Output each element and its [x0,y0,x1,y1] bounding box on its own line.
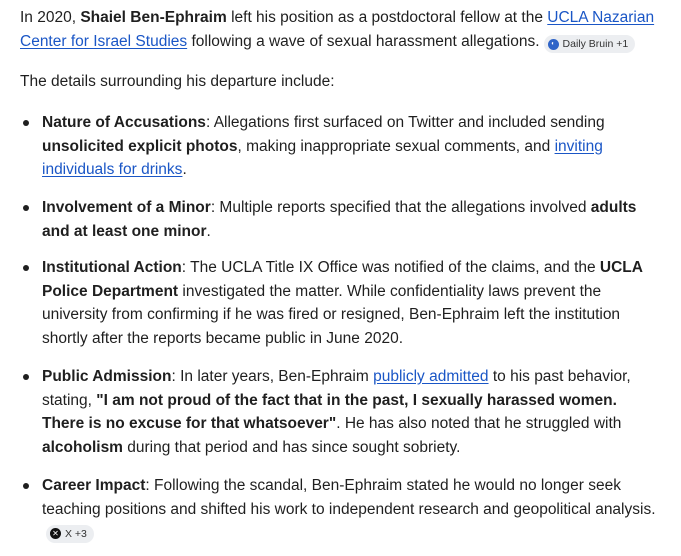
list-item-body: , making inappropriate sexual comments, and [237,137,555,155]
emphasis-text: alcoholism [42,438,123,456]
list-item-title: Involvement of a Minor [42,199,211,216]
intro-text: left his position as a postdoctoral fellow at the [226,9,548,26]
list-item-body: investigated the matter. While confidentiality laws prevent the university from confirming if he was fired or resigned, Ben-Ephraim left the institution shortly after the reports became public in June 2020. [42,282,621,347]
list-item-body: . [206,222,211,240]
bullet-icon [23,265,29,271]
details-subheading: The details surrounding his departure include: [20,73,335,90]
emphasis-text: unsolicited explicit photos [42,137,238,155]
list-item-text [42,474,662,545]
list-item-title: Public Admission [42,368,172,385]
list-item-body: : The UCLA Title IX Office was notified of the claims, and the [181,259,600,276]
list-item-text [42,111,662,182]
ucla-center-link[interactable]: UCLA Nazarian Center for Israel Studies [20,9,655,50]
list-item-body: to his past behavior, stating, [42,368,631,409]
list-item-body: . [182,161,187,178]
source-chip-label: Daily Bruin +1 [562,38,629,50]
list-item-body: : Multiple reports specified that the allegations involved [210,199,591,216]
emphasis-text: UCLA Police Department [42,259,643,300]
list-item-title: Career Impact [42,477,146,494]
bullet-icon [23,205,29,211]
inviting-drinks-link[interactable]: inviting individuals for drinks [42,137,603,178]
person-name: Shaiel Ben-Ephraim [80,9,227,26]
list-item-body: : Allegations first surfaced on Twitter and included sending [205,114,605,131]
bullet-icon [23,483,29,489]
list-item-body: : Following the scandal, Ben-Ephraim stated he would no longer seek teaching positions and shifted his work to independent research and geopolitical analysis. [42,477,656,518]
list-item-body: . He has also noted that he struggled with [336,415,622,432]
intro-text: following a wave of sexual harassment allegations. [187,32,540,50]
bullet-icon [23,120,29,126]
intro-text: In 2020, [20,9,81,26]
emphasis-text: adults and at least one minor [42,199,637,240]
list-item-text [42,365,662,459]
x-logo-icon: ✕ [50,528,61,539]
list-item-text [42,196,662,243]
list-item-text [42,256,662,350]
list-item-title: Institutional Action [42,259,182,276]
bullet-icon [23,374,29,380]
quote-text: "I am not proud of the fact that in the past, I sexually harassed women. There is no excuse for that whatsoever" [42,391,617,432]
list-item-body: : In later years, Ben-Ephraim [171,368,374,385]
intro-paragraph [20,6,668,53]
list-item-body: during that period and has since sought sobriety. [122,438,461,456]
news-source-icon: ◐ [548,39,559,50]
publicly-admitted-link[interactable]: publicly admitted [373,368,489,385]
source-chip-daily-bruin[interactable] [544,35,636,53]
source-chip-x[interactable] [46,525,94,543]
list-item-title: Nature of Accusations [42,114,206,131]
source-chip-label: X +3 [65,527,87,540]
